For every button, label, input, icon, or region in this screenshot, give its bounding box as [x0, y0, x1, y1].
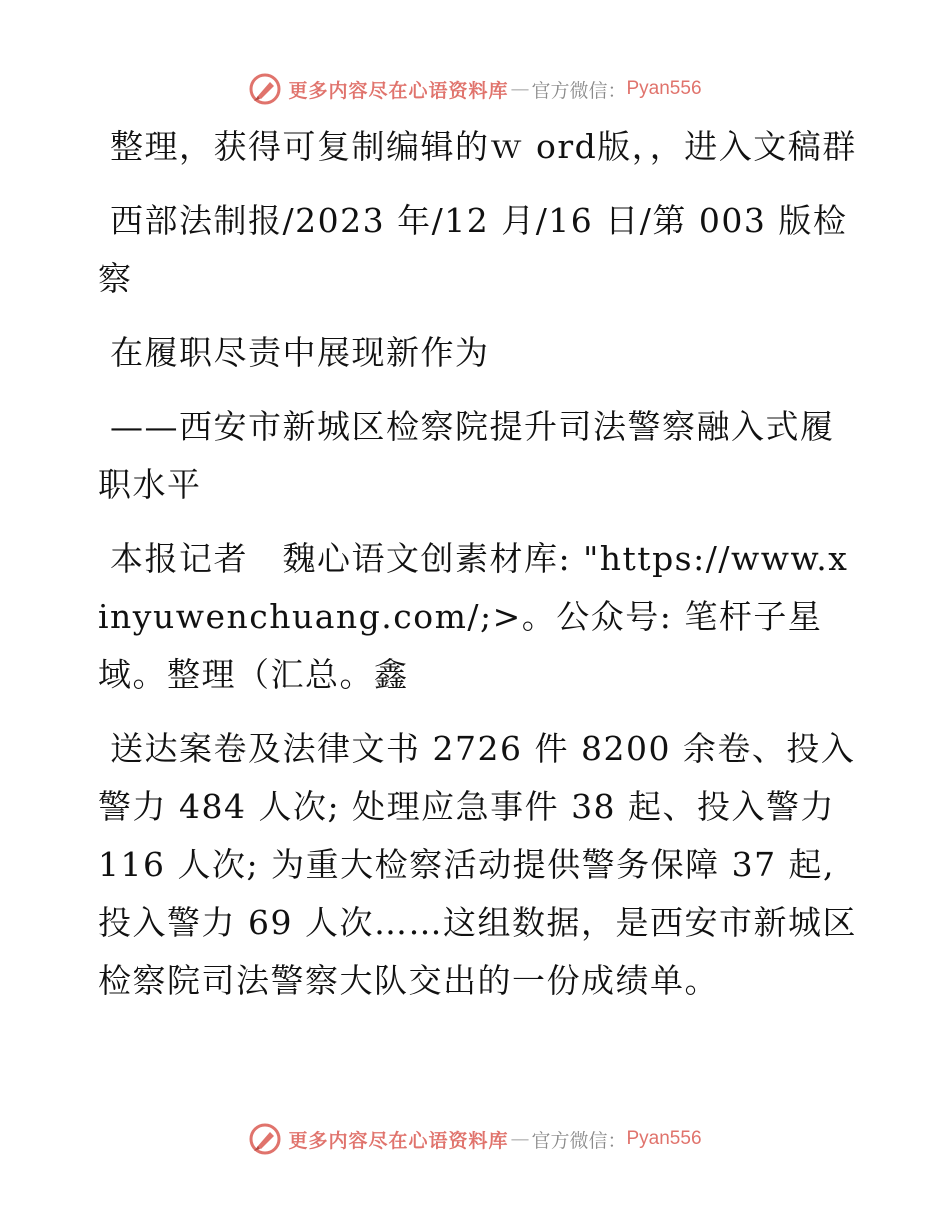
paragraph-body: 送达案卷及法律文书 2726 件 8200 余卷、投入警力 484 人次; 处理应急事件 38 起、投入警力 116 人次; 为重大检察活动提供警务保障 37 起, 投入警力 69 人次……这组数据，是西安市新城区检察院司法警察大队交出的一份成绩单。: [98, 729, 857, 1000]
pen-logo-icon: [248, 1122, 282, 1156]
article-subtitle: ——西安市新城区检察院提升司法警察融入式履职水平: [98, 407, 835, 504]
paragraph-intro: 整理，获得可复制编辑的ｗ ord版，，进入文稿群: [110, 127, 857, 166]
watermark-separator: —: [510, 78, 530, 100]
watermark-title: 更多内容尽在心语资料库: [288, 79, 509, 102]
header-watermark: [0, 72, 950, 106]
paragraph-byline: 本报记者 魏心语文创素材库: "https://www.xinyuwenchuang.com/;>。公众号: 笔杆子星域。整理（汇总。鑫: [98, 539, 849, 694]
watermark-subtitle: 官方微信：: [531, 1129, 627, 1152]
document-body: [98, 118, 858, 1026]
article-title: 在履职尽责中展现新作为: [110, 333, 490, 372]
paragraph-source: 西部法制报/2023 年/12 月/16 日/第 003 版检察: [98, 201, 848, 298]
watermark-title: 更多内容尽在心语资料库: [288, 1129, 509, 1152]
watermark-wechat-id: Pyan556: [626, 78, 702, 99]
watermark-separator: —: [510, 1128, 530, 1150]
pen-logo-icon: [248, 72, 282, 106]
watermark-subtitle: 官方微信：: [531, 79, 627, 102]
watermark-wechat-id: Pyan556: [626, 1128, 702, 1149]
footer-watermark: [0, 1122, 950, 1156]
